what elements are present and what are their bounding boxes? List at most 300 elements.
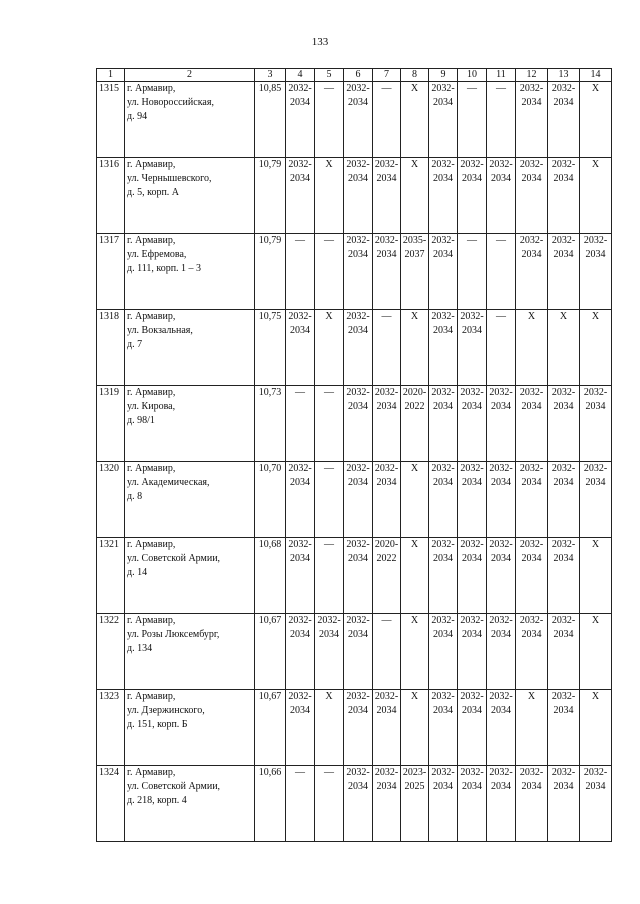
period-line: 2032- (460, 463, 484, 474)
area-cell: 10,79 (255, 158, 286, 234)
period-cell (286, 614, 315, 690)
period-line: 2032- (551, 615, 576, 626)
period-line: 2032- (431, 691, 455, 702)
period-cell (401, 766, 429, 842)
period-line: 2034 (348, 781, 368, 792)
period-cell (373, 766, 401, 842)
period-line: 2034 (491, 781, 511, 792)
period-line: 2032- (346, 539, 370, 550)
period-line: 2034 (521, 629, 542, 640)
column-header: 10 (458, 69, 487, 82)
address-cell (125, 158, 255, 234)
period-cell (344, 310, 373, 386)
period-cell (401, 310, 429, 386)
period-line: 2034 (553, 249, 574, 260)
period-cell (344, 538, 373, 614)
column-header: 6 (344, 69, 373, 82)
period-line: 2032- (460, 539, 484, 550)
column-header: 11 (487, 69, 516, 82)
period-cell (286, 690, 315, 766)
registry-table (96, 68, 612, 842)
row-number: 1324 (97, 766, 125, 842)
period-line: — (324, 83, 334, 94)
column-header: 12 (516, 69, 548, 82)
period-line: — (496, 83, 506, 94)
address-cell (125, 462, 255, 538)
period-line: Х (325, 159, 333, 170)
row-number: 1318 (97, 310, 125, 386)
period-line: 2032- (288, 311, 312, 322)
address-line: д. 111, корп. 1 – 3 (127, 263, 202, 274)
period-line: 2032- (374, 691, 399, 702)
period-line: 2034 (521, 781, 542, 792)
period-line: Х (410, 83, 419, 94)
area-cell: 10,73 (255, 386, 286, 462)
period-line: 2034 (348, 629, 368, 640)
period-cell (286, 538, 315, 614)
area-cell: 10,67 (255, 614, 286, 690)
column-header: 1 (97, 69, 125, 82)
period-line: 2032- (431, 539, 455, 550)
period-line: 2034 (521, 97, 542, 108)
period-line: 2032- (374, 767, 399, 778)
period-line: 2034 (491, 553, 511, 564)
period-line: Х (410, 159, 419, 170)
period-line: 2034 (348, 97, 368, 108)
table-row (97, 234, 612, 310)
period-line: Х (591, 159, 600, 170)
period-cell (487, 766, 516, 842)
period-line: 2032- (519, 767, 544, 778)
period-line: Х (410, 691, 419, 702)
period-cell (458, 690, 487, 766)
period-cell (487, 82, 516, 158)
period-cell (401, 538, 429, 614)
period-line: — (381, 311, 392, 322)
period-line: 2032- (317, 615, 341, 626)
address-line: ул. Дзержинского, (127, 705, 205, 716)
period-cell (580, 82, 612, 158)
period-cell (315, 158, 344, 234)
period-cell (344, 462, 373, 538)
period-line: 2032- (551, 539, 576, 550)
row-number: 1321 (97, 538, 125, 614)
period-line: 2032- (519, 539, 544, 550)
period-cell (344, 690, 373, 766)
period-line: 2034 (433, 705, 453, 716)
area-cell: 10,67 (255, 690, 286, 766)
period-line: 2034 (290, 705, 310, 716)
period-line: 2032- (431, 767, 455, 778)
column-header: 8 (401, 69, 429, 82)
period-cell (487, 614, 516, 690)
period-cell (458, 462, 487, 538)
address-line: д. 14 (127, 567, 148, 578)
address-cell (125, 310, 255, 386)
period-cell (286, 310, 315, 386)
period-cell (548, 614, 580, 690)
period-cell (487, 386, 516, 462)
period-cell (516, 614, 548, 690)
period-line: 2034 (585, 477, 606, 488)
period-cell (580, 614, 612, 690)
period-line: 2034 (521, 249, 542, 260)
row-number: 1320 (97, 462, 125, 538)
period-line: 2032- (551, 387, 576, 398)
table-row (97, 462, 612, 538)
address-line: г. Армавир, (127, 387, 176, 398)
period-line: 2032- (489, 159, 513, 170)
period-cell (516, 766, 548, 842)
period-line: 2032- (346, 311, 370, 322)
period-line: Х (591, 83, 600, 94)
period-cell (315, 386, 344, 462)
period-cell (487, 690, 516, 766)
period-cell (516, 234, 548, 310)
area-cell: 10,70 (255, 462, 286, 538)
address-cell (125, 82, 255, 158)
period-cell (580, 386, 612, 462)
period-line: Х (410, 615, 419, 626)
period-line: — (324, 539, 334, 550)
period-line: 2034 (376, 249, 397, 260)
period-line: 2025 (404, 781, 425, 792)
period-line: 2020- (374, 539, 399, 550)
address-line: д. 8 (127, 491, 143, 502)
period-cell (286, 158, 315, 234)
period-line: 2032- (288, 463, 312, 474)
period-line: 2032- (431, 235, 455, 246)
period-line: 2034 (585, 401, 606, 412)
period-cell (315, 538, 344, 614)
period-line: 2034 (462, 325, 482, 336)
address-line: г. Армавир, (127, 615, 176, 626)
period-cell (373, 234, 401, 310)
period-cell (315, 614, 344, 690)
period-line: 2034 (290, 325, 310, 336)
period-cell (580, 538, 612, 614)
period-cell (458, 614, 487, 690)
period-line: 2032- (551, 159, 576, 170)
period-line: 2034 (521, 173, 542, 184)
period-line: Х (591, 539, 600, 550)
table-row (97, 538, 612, 614)
column-header: 7 (373, 69, 401, 82)
period-line: 2034 (348, 705, 368, 716)
table-row (97, 766, 612, 842)
period-line: 2034 (433, 629, 453, 640)
period-cell (458, 538, 487, 614)
period-line: 2034 (348, 401, 368, 412)
period-line: 2034 (348, 325, 368, 336)
period-cell (487, 158, 516, 234)
period-line: — (496, 311, 506, 322)
period-line: 2032- (519, 463, 544, 474)
table-row (97, 158, 612, 234)
period-line: 2034 (553, 173, 574, 184)
period-line: — (324, 767, 334, 778)
address-cell (125, 386, 255, 462)
period-line: — (295, 387, 305, 398)
period-line: 2034 (585, 781, 606, 792)
area-cell: 10,85 (255, 82, 286, 158)
period-cell (580, 690, 612, 766)
period-line: 2034 (433, 781, 453, 792)
period-cell (429, 310, 458, 386)
period-line: 2035- (402, 235, 427, 246)
period-cell (548, 538, 580, 614)
page-number: 133 (311, 36, 329, 48)
period-line: 2034 (553, 705, 574, 716)
column-header: 13 (548, 69, 580, 82)
period-line: 2032- (460, 159, 484, 170)
period-cell (516, 690, 548, 766)
period-cell (516, 386, 548, 462)
period-line: 2032- (489, 767, 513, 778)
period-cell (401, 614, 429, 690)
area-cell: 10,68 (255, 538, 286, 614)
address-line: ул. Вокзальная, (127, 325, 193, 336)
period-line: 2034 (491, 705, 511, 716)
period-line: 2034 (433, 401, 453, 412)
address-line: г. Армавир, (127, 767, 176, 778)
period-cell (487, 538, 516, 614)
row-number: 1316 (97, 158, 125, 234)
period-line: Х (410, 539, 419, 550)
period-cell (286, 386, 315, 462)
period-line: 2034 (348, 173, 368, 184)
period-line: 2034 (290, 97, 310, 108)
period-line: 2022 (404, 401, 425, 412)
period-cell (286, 234, 315, 310)
period-line: 2032- (583, 235, 608, 246)
period-line: 2034 (433, 173, 453, 184)
period-line: 2034 (376, 705, 397, 716)
table-header-row (97, 69, 612, 82)
period-cell (580, 234, 612, 310)
period-line: 2032- (551, 691, 576, 702)
address-line: г. Армавир, (127, 235, 176, 246)
period-line: 2032- (489, 539, 513, 550)
period-line: — (467, 235, 477, 246)
period-cell (315, 310, 344, 386)
period-line: 2034 (376, 477, 397, 488)
period-line: 2032- (374, 463, 399, 474)
period-line: 2034 (290, 629, 310, 640)
period-line: 2032- (346, 159, 370, 170)
table-row (97, 82, 612, 158)
period-cell (373, 462, 401, 538)
period-line: 2034 (348, 249, 368, 260)
column-header: 4 (286, 69, 315, 82)
period-line: 2032- (551, 83, 576, 94)
period-line: 2032- (460, 691, 484, 702)
period-line: — (467, 83, 477, 94)
period-line: 2032- (346, 615, 370, 626)
period-line: 2032- (431, 463, 455, 474)
period-line: 2020- (402, 387, 427, 398)
period-cell (286, 766, 315, 842)
period-line: 2032- (346, 387, 370, 398)
period-line: 2034 (290, 477, 310, 488)
address-line: г. Армавир, (127, 159, 176, 170)
period-line: 2034 (553, 477, 574, 488)
period-cell (373, 386, 401, 462)
period-line: 2032- (346, 235, 370, 246)
period-line: 2032- (431, 615, 455, 626)
period-line: 2034 (319, 629, 339, 640)
address-line: ул. Новороссийская, (127, 97, 214, 108)
period-cell (429, 462, 458, 538)
period-line: 2032- (460, 615, 484, 626)
period-line: 2032- (551, 767, 576, 778)
column-header: 3 (255, 69, 286, 82)
period-cell (458, 234, 487, 310)
table-row (97, 310, 612, 386)
period-cell (373, 614, 401, 690)
period-line: 2032- (583, 387, 608, 398)
period-line: 2034 (433, 249, 453, 260)
period-line: 2034 (290, 553, 310, 564)
address-line: д. 5, корп. А (127, 187, 180, 198)
period-line: 2032- (551, 463, 576, 474)
period-cell (516, 82, 548, 158)
period-line: 2034 (553, 553, 574, 564)
period-line: 2034 (521, 477, 542, 488)
period-line: 2034 (553, 401, 574, 412)
period-line: 2023- (402, 767, 427, 778)
period-cell (429, 82, 458, 158)
address-line: ул. Чернышевского, (127, 173, 212, 184)
address-cell (125, 766, 255, 842)
period-line: — (496, 235, 506, 246)
period-line: 2032- (374, 387, 399, 398)
period-cell (487, 234, 516, 310)
period-cell (401, 234, 429, 310)
period-line: 2034 (462, 629, 482, 640)
period-cell (344, 234, 373, 310)
period-cell (580, 462, 612, 538)
period-cell (401, 158, 429, 234)
period-line: — (381, 83, 392, 94)
period-line: 2034 (376, 781, 397, 792)
period-cell (429, 538, 458, 614)
period-line: 2032- (489, 691, 513, 702)
period-line: Х (559, 311, 568, 322)
period-line: — (381, 615, 392, 626)
row-number: 1319 (97, 386, 125, 462)
period-line: 2034 (491, 173, 511, 184)
row-number: 1315 (97, 82, 125, 158)
address-line: д. 218, корп. 4 (127, 795, 187, 806)
period-cell (516, 310, 548, 386)
period-line: 2032- (288, 691, 312, 702)
period-line: 2034 (462, 477, 482, 488)
period-cell (344, 158, 373, 234)
area-cell: 10,79 (255, 234, 286, 310)
period-cell (516, 538, 548, 614)
table-body (97, 82, 612, 842)
period-line: 2034 (376, 173, 397, 184)
period-cell (429, 158, 458, 234)
address-cell (125, 690, 255, 766)
period-line: Х (410, 463, 419, 474)
period-line: 2034 (553, 97, 574, 108)
period-line: 2034 (491, 477, 511, 488)
period-line: 2032- (288, 539, 312, 550)
period-line: 2032- (431, 83, 455, 94)
period-cell (286, 462, 315, 538)
period-line: 2032- (519, 235, 544, 246)
period-line: 2022 (376, 553, 397, 564)
period-cell (548, 462, 580, 538)
area-cell: 10,75 (255, 310, 286, 386)
column-header: 9 (429, 69, 458, 82)
address-line: ул. Академическая, (127, 477, 210, 488)
period-line: 2032- (288, 83, 312, 94)
period-cell (429, 690, 458, 766)
period-line: 2034 (433, 553, 453, 564)
period-line: 2034 (348, 553, 368, 564)
period-line: 2032- (460, 311, 484, 322)
period-line: 2034 (462, 401, 482, 412)
period-line: 2032- (519, 159, 544, 170)
period-line: 2032- (551, 235, 576, 246)
period-cell (401, 690, 429, 766)
period-cell (580, 158, 612, 234)
period-cell (548, 82, 580, 158)
period-line: 2037 (404, 249, 425, 260)
period-line: 2032- (431, 159, 455, 170)
period-cell (487, 462, 516, 538)
address-line: ул. Ефремова, (127, 249, 187, 260)
period-line: Х (325, 691, 333, 702)
address-cell (125, 538, 255, 614)
period-line: 2032- (346, 767, 370, 778)
period-cell (401, 462, 429, 538)
period-line: 2034 (553, 781, 574, 792)
row-number: 1322 (97, 614, 125, 690)
address-cell (125, 614, 255, 690)
address-line: д. 134 (127, 643, 153, 654)
period-cell (344, 82, 373, 158)
period-cell (458, 766, 487, 842)
period-cell (429, 234, 458, 310)
period-line: 2032- (431, 311, 455, 322)
period-cell (373, 158, 401, 234)
period-cell (548, 766, 580, 842)
address-cell (125, 234, 255, 310)
area-cell: 10,66 (255, 766, 286, 842)
period-cell (487, 310, 516, 386)
table-row (97, 690, 612, 766)
period-line: 2032- (346, 463, 370, 474)
period-line: 2032- (374, 159, 399, 170)
row-number: 1323 (97, 690, 125, 766)
period-cell (344, 386, 373, 462)
period-cell (516, 158, 548, 234)
table-row (97, 386, 612, 462)
column-header: 2 (125, 69, 255, 82)
period-line: 2034 (491, 629, 511, 640)
period-line: 2032- (431, 387, 455, 398)
period-line: Х (527, 311, 536, 322)
period-cell (580, 766, 612, 842)
period-line: 2034 (290, 173, 310, 184)
period-cell (429, 766, 458, 842)
period-line: 2032- (346, 691, 370, 702)
period-cell (548, 690, 580, 766)
